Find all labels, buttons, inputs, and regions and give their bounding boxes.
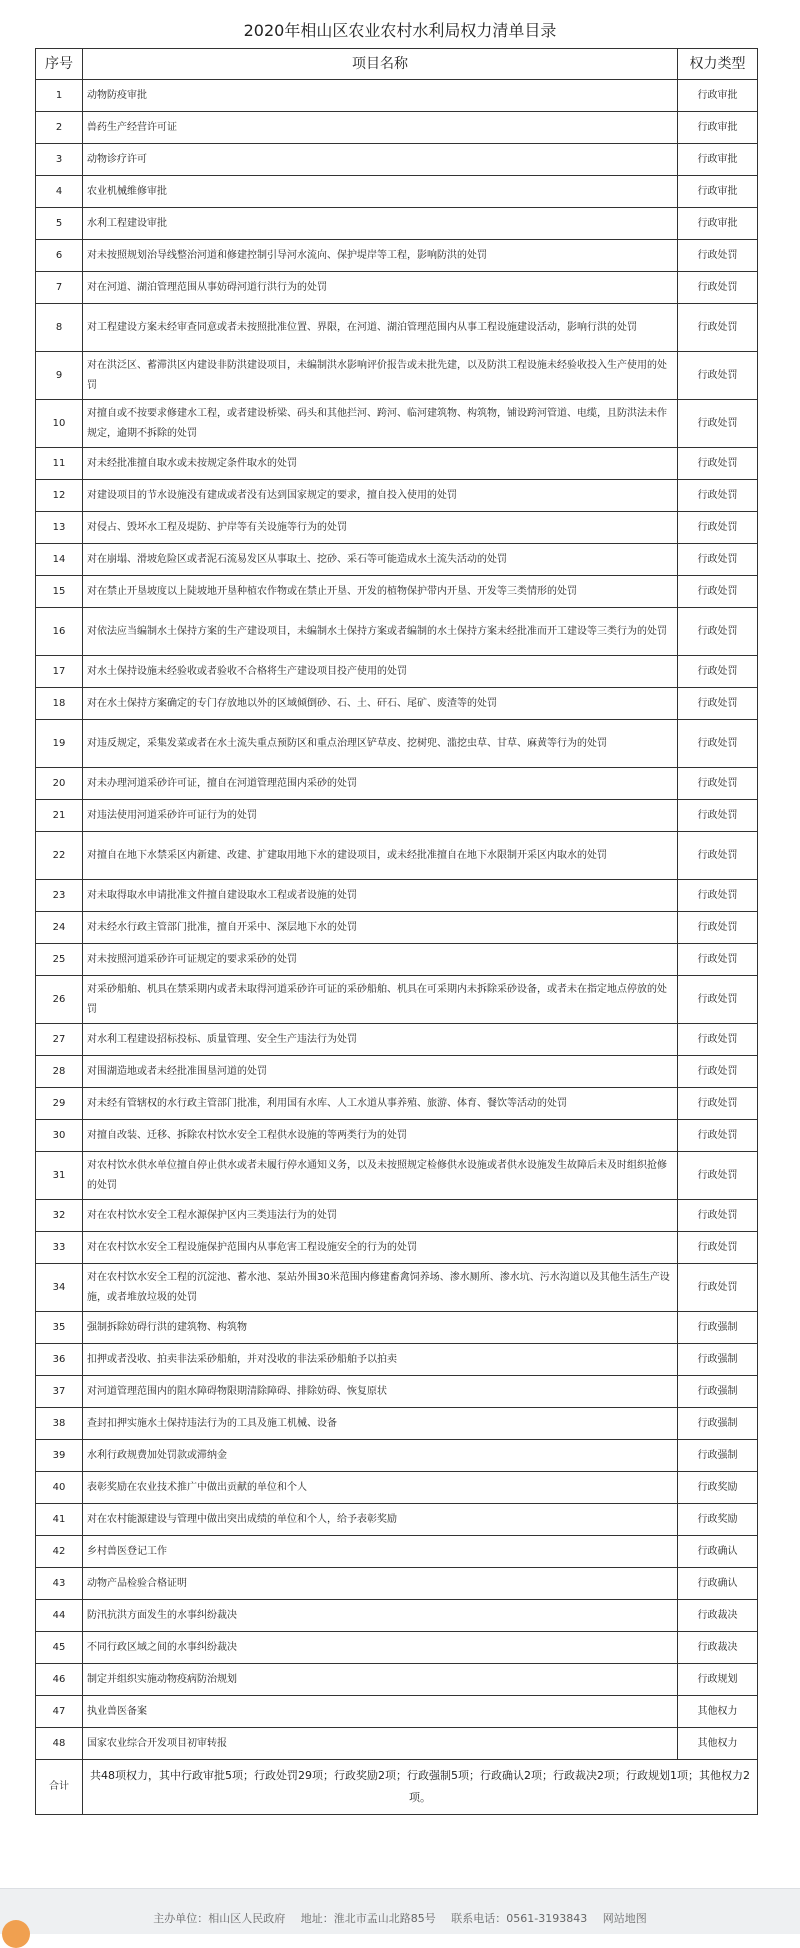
row-number: 24 [36, 912, 83, 944]
row-item-name: 对河道管理范围内的阻水障碍物限期清除障碍、排除妨碍、恢复原状 [83, 1376, 678, 1408]
table-row [36, 976, 758, 1024]
row-power-type: 行政处罚 [678, 240, 758, 272]
row-item-name: 对擅自改装、迁移、拆除农村饮水安全工程供水设施的等两类行为的处罚 [83, 1120, 678, 1152]
table-row [36, 1088, 758, 1120]
row-item-name: 对围湖造地或者未经批准围垦河道的处罚 [83, 1056, 678, 1088]
row-number: 25 [36, 944, 83, 976]
row-item-name: 对在河道、湖泊管理范围从事妨碍河道行洪行为的处罚 [83, 272, 678, 304]
row-item-name: 对未按照河道采砂许可证规定的要求采砂的处罚 [83, 944, 678, 976]
row-power-type: 其他权力 [678, 1696, 758, 1728]
row-item-name: 对在农村能源建设与管理中做出突出成绩的单位和个人，给予表彰奖励 [83, 1504, 678, 1536]
table-row [36, 1024, 758, 1056]
table-row [36, 688, 758, 720]
row-item-name: 对在农村饮水安全工程水源保护区内三类违法行为的处罚 [83, 1200, 678, 1232]
table-row [36, 576, 758, 608]
row-number: 34 [36, 1264, 83, 1312]
table-row [36, 880, 758, 912]
table-row [36, 1600, 758, 1632]
row-item-name: 不同行政区域之间的水事纠纷裁决 [83, 1632, 678, 1664]
row-number: 7 [36, 272, 83, 304]
table-row [36, 448, 758, 480]
row-power-type: 行政强制 [678, 1376, 758, 1408]
row-item-name: 对农村饮水供水单位擅自停止供水或者未履行停水通知义务，以及未按照规定检修供水设施或者供水设施发生故障后未及时组织抢修的处罚 [83, 1152, 678, 1200]
row-power-type: 行政处罚 [678, 656, 758, 688]
row-power-type: 行政处罚 [678, 1152, 758, 1200]
row-item-name: 对采砂船舶、机具在禁采期内或者未取得河道采砂许可证的采砂船舶、机具在可采期内未拆除采砂设备，或者未在指定地点停放的处罚 [83, 976, 678, 1024]
row-power-type: 行政裁决 [678, 1632, 758, 1664]
row-item-name: 对水利工程建设招标投标、质量管理、安全生产违法行为处罚 [83, 1024, 678, 1056]
row-number: 3 [36, 144, 83, 176]
row-power-type: 行政处罚 [678, 608, 758, 656]
row-number: 10 [36, 400, 83, 448]
table-row [36, 400, 758, 448]
row-item-name: 对在洪泛区、蓄滞洪区内建设非防洪建设项目，未编制洪水影响评价报告或未批先建，以及防洪工程设施未经验收投入生产使用的处罚 [83, 352, 678, 400]
row-power-type: 行政裁决 [678, 1600, 758, 1632]
row-number: 37 [36, 1376, 83, 1408]
row-power-type: 行政审批 [678, 112, 758, 144]
row-power-type: 行政处罚 [678, 512, 758, 544]
row-item-name: 水利行政规费加处罚款或滞纳金 [83, 1440, 678, 1472]
row-power-type: 其他权力 [678, 1728, 758, 1760]
table-header-row [36, 49, 758, 80]
row-item-name: 扣押或者没收、拍卖非法采砂船舶，并对没收的非法采砂船舶予以拍卖 [83, 1344, 678, 1376]
row-item-name: 查封扣押实施水土保持违法行为的工具及施工机械、设备 [83, 1408, 678, 1440]
table-row [36, 944, 758, 976]
row-number: 20 [36, 768, 83, 800]
table-row [36, 1728, 758, 1760]
header-number: 序号 [36, 49, 83, 80]
row-power-type: 行政处罚 [678, 1088, 758, 1120]
row-power-type: 行政确认 [678, 1568, 758, 1600]
row-power-type: 行政处罚 [678, 944, 758, 976]
table-row [36, 768, 758, 800]
row-number: 40 [36, 1472, 83, 1504]
row-power-type: 行政处罚 [678, 800, 758, 832]
table-row [36, 800, 758, 832]
table-row [36, 1056, 758, 1088]
row-number: 29 [36, 1088, 83, 1120]
row-item-name: 表彰奖励在农业技术推广中做出贡献的单位和个人 [83, 1472, 678, 1504]
row-item-name: 防汛抗洪方面发生的水事纠纷裁决 [83, 1600, 678, 1632]
table-row [36, 512, 758, 544]
row-number: 28 [36, 1056, 83, 1088]
table-row [36, 832, 758, 880]
table-row [36, 544, 758, 576]
table-row [36, 1536, 758, 1568]
table-row [36, 1632, 758, 1664]
row-power-type: 行政处罚 [678, 1024, 758, 1056]
row-item-name: 对在水土保持方案确定的专门存放地以外的区域倾倒砂、石、土、矸石、尾矿、废渣等的处罚 [83, 688, 678, 720]
table-row [36, 304, 758, 352]
row-item-name: 兽药生产经营许可证 [83, 112, 678, 144]
table-row [36, 1264, 758, 1312]
row-item-name: 对侵占、毁坏水工程及堤防、护岸等有关设施等行为的处罚 [83, 512, 678, 544]
row-item-name: 强制拆除妨碍行洪的建筑物、构筑物 [83, 1312, 678, 1344]
row-power-type: 行政奖励 [678, 1472, 758, 1504]
table-row [36, 1664, 758, 1696]
row-number: 45 [36, 1632, 83, 1664]
table-row [36, 480, 758, 512]
table-row [36, 144, 758, 176]
summary-text: 共48项权力，其中行政审批5项；行政处罚29项；行政奖励2项；行政强制5项；行政确认2项；行政裁决2项；行政规划1项；其他权力2项。 [83, 1760, 758, 1815]
row-power-type: 行政处罚 [678, 688, 758, 720]
row-power-type: 行政审批 [678, 144, 758, 176]
row-power-type: 行政审批 [678, 208, 758, 240]
row-power-type: 行政处罚 [678, 976, 758, 1024]
row-item-name: 对在农村饮水安全工程设施保护范围内从事危害工程设施安全的行为的处罚 [83, 1232, 678, 1264]
row-number: 9 [36, 352, 83, 400]
table-row [36, 1312, 758, 1344]
power-list-table [35, 48, 758, 1815]
table-row [36, 1232, 758, 1264]
row-power-type: 行政处罚 [678, 544, 758, 576]
summary-label: 合计 [36, 1760, 83, 1815]
row-number: 1 [36, 80, 83, 112]
row-number: 26 [36, 976, 83, 1024]
row-power-type: 行政规划 [678, 1664, 758, 1696]
row-number: 41 [36, 1504, 83, 1536]
footer-sitemap-link[interactable]: 网站地图 [602, 1912, 647, 1925]
table-row [36, 720, 758, 768]
row-number: 14 [36, 544, 83, 576]
row-power-type: 行政确认 [678, 1536, 758, 1568]
table-row [36, 1200, 758, 1232]
row-power-type: 行政处罚 [678, 1056, 758, 1088]
row-power-type: 行政处罚 [678, 576, 758, 608]
row-item-name: 对在禁止开垦坡度以上陡坡地开垦种植农作物或在禁止开垦、开发的植物保护带内开垦、开发等三类情形的处罚 [83, 576, 678, 608]
row-item-name: 对水土保持设施未经验收或者验收不合格将生产建设项目投产使用的处罚 [83, 656, 678, 688]
table-row [36, 240, 758, 272]
row-item-name: 对擅自或不按要求修建水工程，或者建设桥梁、码头和其他拦河、跨河、临河建筑物、构筑物，铺设跨河管道、电缆，且防洪法未作规定，逾期不拆除的处罚 [83, 400, 678, 448]
page-title: 2020年相山区农业农村水利局权力清单目录 [243, 21, 557, 40]
row-power-type: 行政处罚 [678, 1232, 758, 1264]
row-power-type: 行政处罚 [678, 720, 758, 768]
row-item-name: 对未办理河道采砂许可证，擅自在河道管理范围内采砂的处罚 [83, 768, 678, 800]
table-row [36, 1440, 758, 1472]
row-item-name: 对依法应当编制水土保持方案的生产建设项目，未编制水土保持方案或者编制的水土保持方案未经批准而开工建设等三类行为的处罚 [83, 608, 678, 656]
table-body [36, 80, 758, 1760]
table-row [36, 1344, 758, 1376]
row-item-name: 制定并组织实施动物疫病防治规划 [83, 1664, 678, 1696]
row-power-type: 行政强制 [678, 1344, 758, 1376]
row-number: 19 [36, 720, 83, 768]
table-row [36, 656, 758, 688]
row-power-type: 行政处罚 [678, 1120, 758, 1152]
table-row [36, 208, 758, 240]
row-item-name: 对擅自在地下水禁采区内新建、改建、扩建取用地下水的建设项目，或未经批准擅自在地下水限制开采区内取水的处罚 [83, 832, 678, 880]
row-number: 16 [36, 608, 83, 656]
row-power-type: 行政处罚 [678, 832, 758, 880]
row-power-type: 行政处罚 [678, 1264, 758, 1312]
row-number: 6 [36, 240, 83, 272]
table-row [36, 1504, 758, 1536]
row-number: 42 [36, 1536, 83, 1568]
row-number: 4 [36, 176, 83, 208]
table-row [36, 272, 758, 304]
row-power-type: 行政处罚 [678, 1200, 758, 1232]
table-row [36, 176, 758, 208]
table-row [36, 352, 758, 400]
row-power-type: 行政处罚 [678, 480, 758, 512]
row-number: 48 [36, 1728, 83, 1760]
row-item-name: 国家农业综合开发项目初审转报 [83, 1728, 678, 1760]
row-item-name: 执业兽医备案 [83, 1696, 678, 1728]
footer-host: 主办单位：相山区人民政府 [153, 1912, 286, 1925]
row-power-type: 行政处罚 [678, 304, 758, 352]
row-number: 31 [36, 1152, 83, 1200]
row-power-type: 行政处罚 [678, 912, 758, 944]
row-item-name: 对未按照规划治导线整治河道和修建控制引导河水流向、保护堤岸等工程，影响防洪的处罚 [83, 240, 678, 272]
row-power-type: 行政强制 [678, 1440, 758, 1472]
footer-phone: 联系电话：0561-3193843 [451, 1912, 588, 1925]
row-item-name: 对未经批准擅自取水或未按规定条件取水的处罚 [83, 448, 678, 480]
row-power-type: 行政处罚 [678, 768, 758, 800]
row-power-type: 行政处罚 [678, 448, 758, 480]
row-number: 30 [36, 1120, 83, 1152]
row-number: 2 [36, 112, 83, 144]
row-number: 12 [36, 480, 83, 512]
row-number: 23 [36, 880, 83, 912]
table-row [36, 1696, 758, 1728]
row-number: 8 [36, 304, 83, 352]
table-row [36, 112, 758, 144]
row-power-type: 行政强制 [678, 1312, 758, 1344]
row-number: 39 [36, 1440, 83, 1472]
row-number: 38 [36, 1408, 83, 1440]
row-number: 13 [36, 512, 83, 544]
row-item-name: 水利工程建设审批 [83, 208, 678, 240]
row-power-type: 行政处罚 [678, 400, 758, 448]
table-row [36, 1472, 758, 1504]
table-row [36, 608, 758, 656]
row-number: 46 [36, 1664, 83, 1696]
row-number: 22 [36, 832, 83, 880]
row-item-name: 乡村兽医登记工作 [83, 1536, 678, 1568]
table-row [36, 1152, 758, 1200]
row-power-type: 行政处罚 [678, 272, 758, 304]
row-number: 35 [36, 1312, 83, 1344]
row-item-name: 对违反规定，采集发菜或者在水土流失重点预防区和重点治理区铲草皮、挖树兜、滥挖虫草、甘草、麻黄等行为的处罚 [83, 720, 678, 768]
row-number: 43 [36, 1568, 83, 1600]
table-row [36, 1408, 758, 1440]
row-power-type: 行政处罚 [678, 880, 758, 912]
row-power-type: 行政奖励 [678, 1504, 758, 1536]
row-number: 17 [36, 656, 83, 688]
table-row [36, 1376, 758, 1408]
table-row [36, 1568, 758, 1600]
footer-address: 地址：淮北市孟山北路85号 [300, 1912, 436, 1925]
row-item-name: 农业机械维修审批 [83, 176, 678, 208]
row-item-name: 动物防疫审批 [83, 80, 678, 112]
table-row [36, 80, 758, 112]
row-number: 32 [36, 1200, 83, 1232]
row-item-name: 动物产品检验合格证明 [83, 1568, 678, 1600]
row-item-name: 对工程建设方案未经审查同意或者未按照批准位置、界限，在河道、湖泊管理范围内从事工程设施建设活动，影响行洪的处罚 [83, 304, 678, 352]
row-power-type: 行政审批 [678, 176, 758, 208]
row-number: 21 [36, 800, 83, 832]
table-row [36, 912, 758, 944]
row-number: 11 [36, 448, 83, 480]
footer-info [0, 1910, 800, 1926]
table-row [36, 1120, 758, 1152]
row-item-name: 对未取得取水申请批准文件擅自建设取水工程或者设施的处罚 [83, 880, 678, 912]
row-number: 47 [36, 1696, 83, 1728]
row-number: 36 [36, 1344, 83, 1376]
row-item-name: 对建设项目的节水设施没有建成或者没有达到国家规定的要求，擅自投入使用的处罚 [83, 480, 678, 512]
row-number: 44 [36, 1600, 83, 1632]
row-number: 15 [36, 576, 83, 608]
summary-row [36, 1760, 758, 1815]
row-number: 27 [36, 1024, 83, 1056]
row-item-name: 对在崩塌、滑坡危险区或者泥石流易发区从事取土、挖砂、采石等可能造成水土流失活动的处罚 [83, 544, 678, 576]
row-item-name: 对在农村饮水安全工程的沉淀池、蓄水池、泵站外围30米范围内修建畜禽饲养场、渗水厕所、渗水坑、污水沟道以及其他生活生产设施，或者堆放垃圾的处罚 [83, 1264, 678, 1312]
row-number: 33 [36, 1232, 83, 1264]
row-number: 18 [36, 688, 83, 720]
header-item-name: 项目名称 [83, 49, 678, 80]
row-item-name: 对违法使用河道采砂许可证行为的处罚 [83, 800, 678, 832]
row-power-type: 行政处罚 [678, 352, 758, 400]
row-number: 5 [36, 208, 83, 240]
row-item-name: 对未经有管辖权的水行政主管部门批准，利用国有水库、人工水道从事养殖、旅游、体育、餐饮等活动的处罚 [83, 1088, 678, 1120]
header-power-type: 权力类型 [678, 49, 758, 80]
row-power-type: 行政强制 [678, 1408, 758, 1440]
row-item-name: 动物诊疗许可 [83, 144, 678, 176]
row-power-type: 行政审批 [678, 80, 758, 112]
row-item-name: 对未经水行政主管部门批准，擅自开采中、深层地下水的处罚 [83, 912, 678, 944]
